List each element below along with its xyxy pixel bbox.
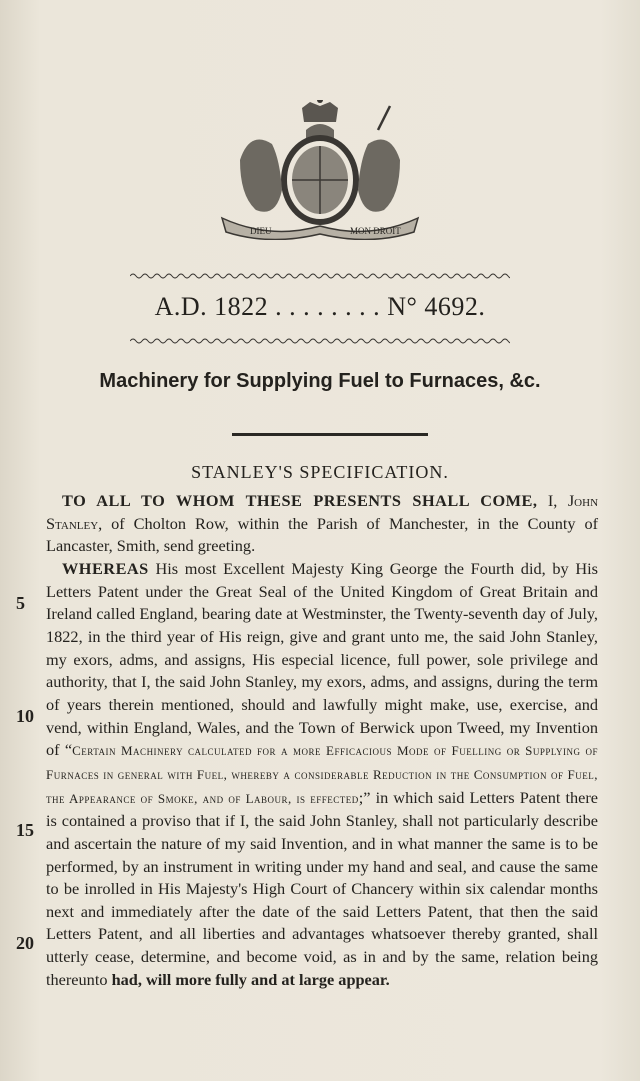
line-number-15: 15 bbox=[16, 820, 34, 840]
patent-title: Machinery for Supplying Fuel to Furnaces, &c. bbox=[99, 370, 541, 392]
grantee-name: John Stanley bbox=[46, 491, 599, 533]
patent-number: N° 4692. bbox=[387, 292, 486, 321]
opening-text-a: I, bbox=[537, 491, 568, 510]
motto-right: MON DROIT bbox=[350, 226, 401, 236]
line-number-20: 20 bbox=[16, 933, 34, 953]
invention-title: Certain Machinery calculated for a more Efficacious Mode of Fuelling or Supplying of Furnaces in general with Fuel, whereby a considerable Reduction in the Consumption of Fuel, the Appearance of Smoke, and of Labour, is effected bbox=[46, 743, 599, 806]
whereas-text-b: ;” in which said Letters Patent there is contained a proviso that if I, the said John Stanley, shall not particularly describe and ascertain the nature of my said Invention, and in what manner the same is to be performed, by an instrument in writing under my hand and seal, and cause the same to be inrolled in His Majesty's High Court of Chancery within six calendar months next and immediately after the date of the said Letters Patent, that then the said Letters Patent, and all liberties and advantages whatsoever thereby granted, shall utterly cease, determine, and become void, as in and by the same, relation being thereunto bbox=[46, 787, 598, 989]
whereas-paragraph bbox=[46, 558, 598, 991]
year-label: A.D. 1822 . . . . . . . . bbox=[154, 292, 381, 321]
specification-heading: STANLEY'S SPECIFICATION. bbox=[191, 462, 449, 482]
royal-coat-of-arms-icon bbox=[210, 100, 430, 240]
line-number-10: 10 bbox=[16, 706, 34, 726]
motto-left: DIEU bbox=[250, 226, 272, 236]
opening-paragraph bbox=[46, 490, 598, 558]
patent-header bbox=[0, 292, 640, 322]
specification-body bbox=[46, 490, 598, 991]
whereas-text-a: His most Excellent Majesty King George the Fourth did, by His Letters Patent under the Great Seal of the United Kingdom of Great Britain and Ireland called England, bearing date at Westminster, the Twenty-seventh day of July, 1822, in the third year of His reign, give and grant unto me, the said John Stanley, my exors, adms, and assigns, His especial licence, full power, sole privilege and authority, that I, the said John Stanley, my exors, adms, and assigns, during the term of years therein mentioned, should and lawfully might make, use, exercise, and vend, within England, Wales, and the Town of Berwick upon Tweed, my Invention of “ bbox=[46, 558, 598, 760]
line-number-5: 5 bbox=[16, 593, 25, 613]
whereas-caps: WHEREAS bbox=[62, 558, 149, 578]
title-divider bbox=[232, 433, 428, 436]
opening-caps: TO ALL TO WHOM THESE PRESENTS SHALL COME, bbox=[62, 491, 538, 510]
closing-text: had, will more fully and at large appear. bbox=[111, 969, 390, 989]
ornamental-rule-bottom bbox=[130, 337, 510, 345]
ornamental-rule-top bbox=[130, 272, 510, 280]
opening-text-b: , of Cholton Row, within the Parish of Manchester, in the County of Lancaster, Smith, send greeting. bbox=[46, 513, 598, 556]
